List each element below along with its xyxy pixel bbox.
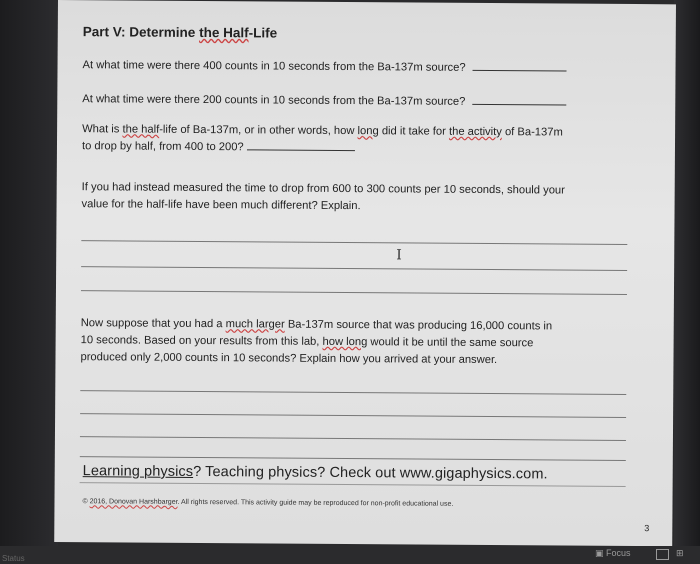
q3-part-3: did it take for [378, 125, 450, 138]
divider [80, 482, 626, 487]
question-2 [82, 91, 566, 111]
question-5-line-3: produced only 2,000 counts in 10 seconds? Explain how you arrived at your answer. [80, 351, 498, 367]
title-post: -Life [248, 25, 278, 41]
layout-icon[interactable] [656, 549, 669, 560]
question-4-line-1: If you had instead measured the time to drop from 600 to 300 counts per 10 seconds, should your [81, 181, 565, 197]
focus-button[interactable]: ▣ Focus [595, 548, 631, 558]
status-label[interactable]: Status [2, 554, 25, 563]
question-1 [82, 57, 566, 77]
answer-line-5b[interactable] [80, 413, 626, 418]
q3-part-4: of Ba-137m [501, 126, 563, 139]
page-number: 3 [644, 523, 650, 534]
question-4-line-2: value for the half-life have been much different? Explain. [81, 198, 361, 213]
title-underlined: the Half [199, 24, 249, 41]
answer-line-5c[interactable] [80, 436, 626, 441]
title-part: Part V: [82, 24, 126, 40]
q5-line-2b: would it be until the same source [367, 336, 534, 350]
promo-pre: Learning [82, 463, 145, 480]
title-pre: Determine [129, 24, 200, 40]
copyright-line [82, 498, 453, 508]
q5-part-2: Ba-137m source that was producing 16,000 counts in [284, 318, 553, 333]
promo-line [83, 463, 548, 482]
question-1-text: At what time were there 400 counts in 10 seconds from the Ba-137m source? [82, 59, 466, 74]
screen-bezel-right [674, 0, 700, 564]
page-title [83, 24, 277, 40]
q5-line-2a: 10 seconds. Based on your results from this lab, [80, 334, 323, 348]
grid-icon[interactable]: ⊞ [676, 548, 684, 558]
promo-underlined: physics [144, 463, 194, 480]
q5-underlined-1: much larger [225, 318, 285, 331]
answer-line-4b[interactable] [81, 266, 627, 271]
q5-part-1: Now suppose that you had a [80, 317, 226, 331]
screen-bezel-left [0, 0, 58, 564]
answer-blank-1[interactable] [473, 60, 567, 72]
q3-line-2-text: to drop by half, from 400 to 200? [81, 140, 244, 154]
q3-part-2: -life of Ba-137m, or in other words, how [159, 123, 358, 138]
q5-underlined-2: how long [322, 335, 368, 349]
question-3-line-2 [82, 138, 355, 157]
copyright-symbol: © [82, 498, 90, 506]
answer-line-5d[interactable] [80, 456, 626, 461]
q3-underlined-3: the activity [448, 125, 502, 139]
q3-part-1: What is [82, 123, 123, 136]
answer-blank-2[interactable] [472, 94, 566, 106]
document-page [54, 0, 676, 546]
answer-blank-3[interactable] [247, 139, 355, 151]
copyright-post: . All rights reserved. This activity guide may be reproduced for non-profit educational use. [177, 498, 454, 508]
answer-line-4c[interactable] [81, 290, 627, 295]
q3-underlined-2: long [357, 125, 379, 138]
question-2-text: At what time were there 200 counts in 10 seconds from the Ba-137m source? [82, 93, 466, 108]
focus-label: Focus [606, 548, 631, 558]
text-cursor-icon: I [396, 247, 402, 264]
promo-post: ? Teaching physics? Check out www.gigaphysics.com. [193, 463, 548, 483]
copyright-underlined: 2016, Donovan Harshbarger [89, 498, 178, 506]
q3-underlined-1: the half [122, 123, 160, 136]
answer-line-4a[interactable] [81, 240, 627, 245]
answer-line-5a[interactable] [80, 390, 626, 395]
